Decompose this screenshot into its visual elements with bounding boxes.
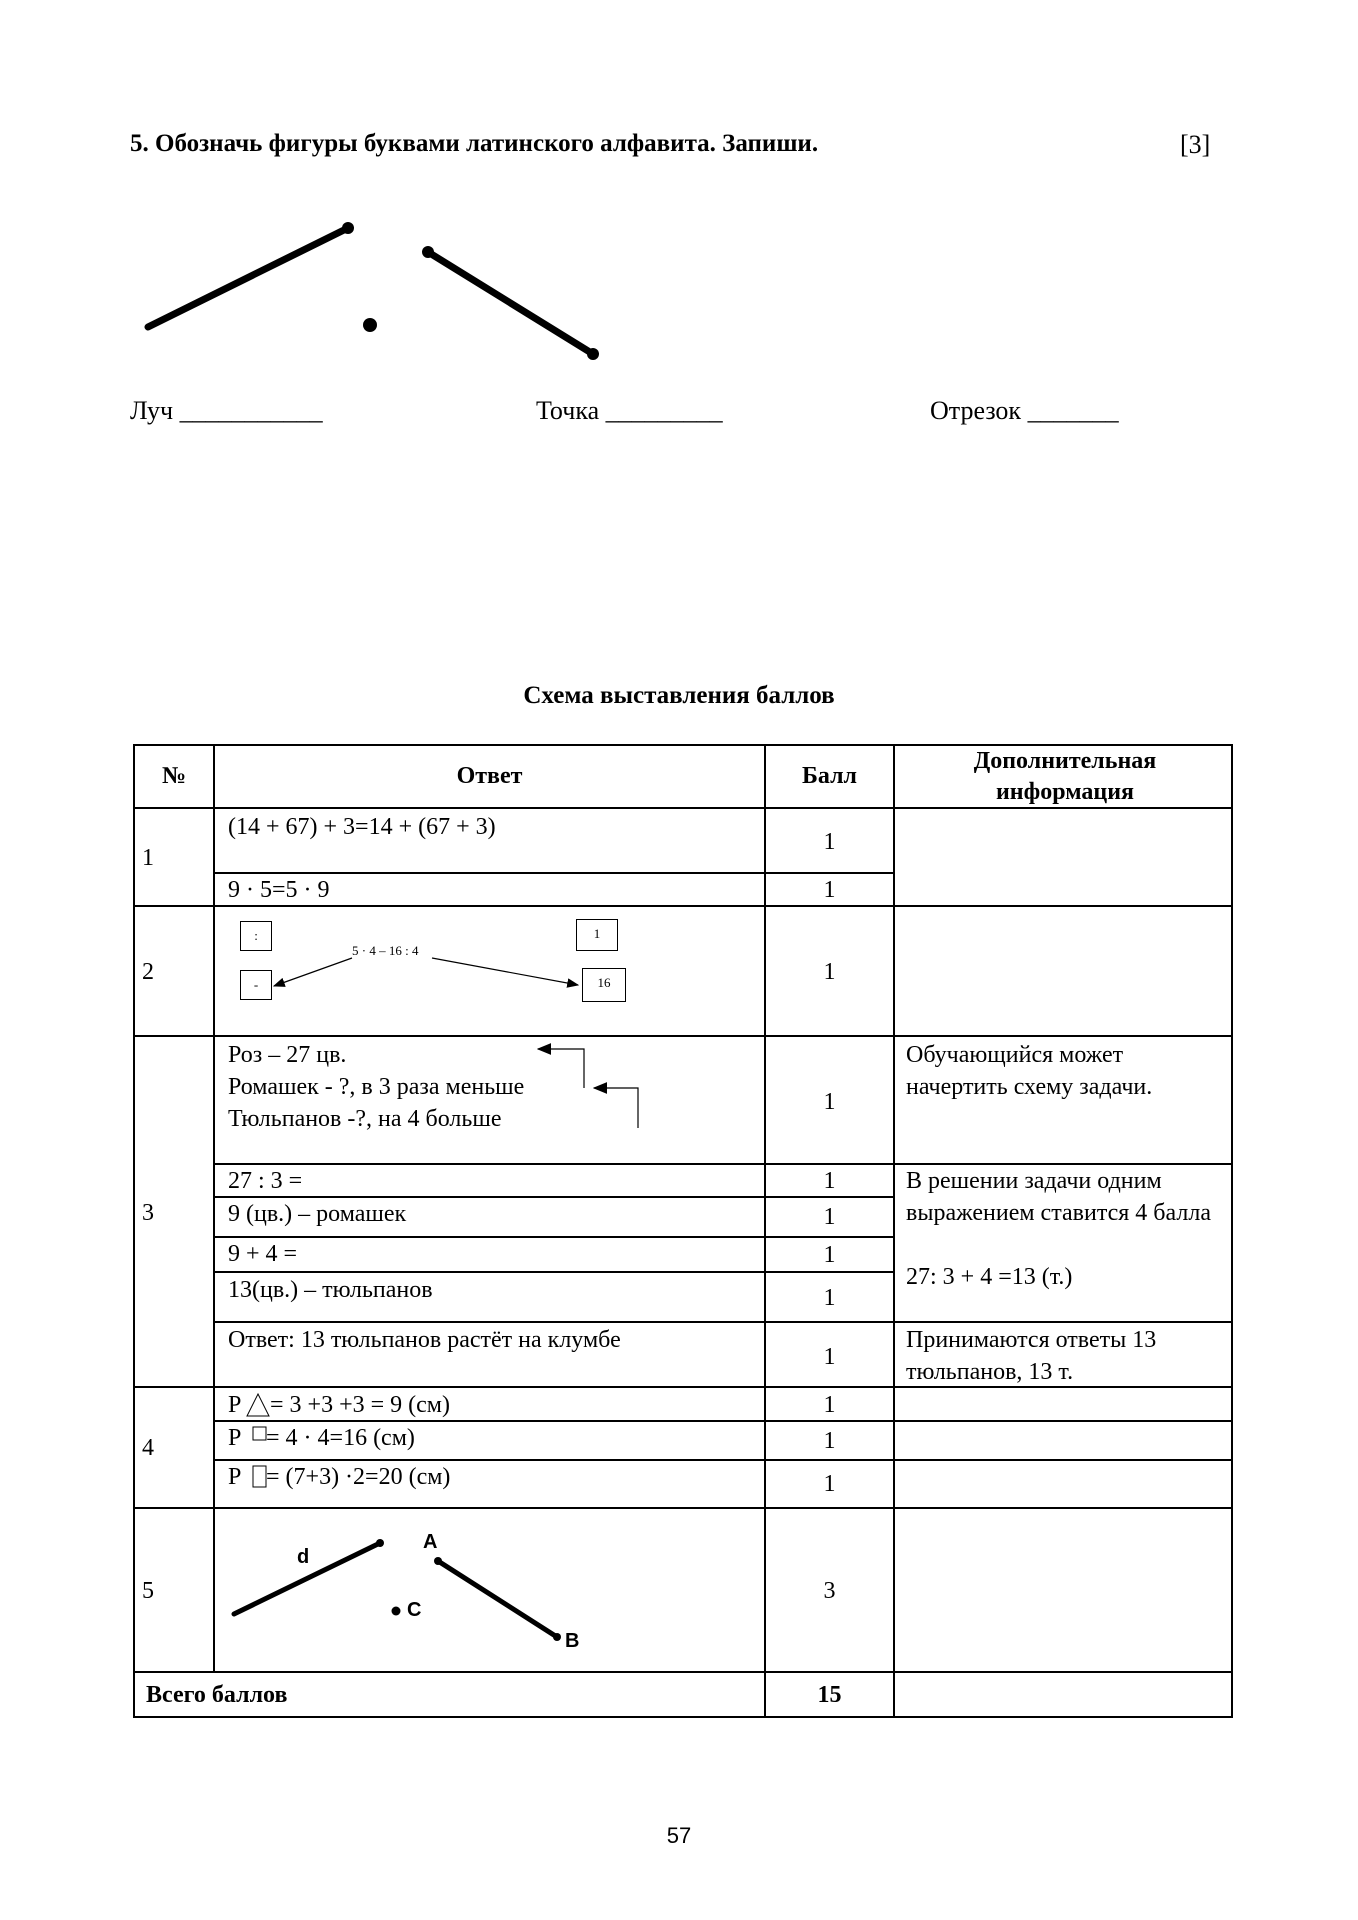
q5-num: 5	[142, 1578, 154, 1604]
segment-answer-blank[interactable]: Отрезок _______	[930, 396, 1119, 425]
q4-p-letter-1: Р	[228, 1392, 242, 1418]
total-value: 15	[817, 1682, 842, 1708]
q3-score-condition: 1	[823, 1089, 836, 1115]
q5-point	[392, 1607, 401, 1616]
q5-segment-a	[434, 1557, 442, 1565]
q3-condition-2: Ромашек - ?, в 3 раза меньше	[228, 1074, 525, 1100]
q2-box-colon: :	[240, 921, 272, 951]
scheme-title: Схема выставления баллов	[523, 682, 835, 709]
q3-step-4: 13(цв.) – тюльпанов	[228, 1277, 433, 1303]
q4-p-letter-3: Р	[228, 1464, 242, 1490]
header-extra: Дополнительная информация	[973, 748, 1157, 805]
q4-score-3: 1	[823, 1471, 836, 1497]
q2-box-sixteen: 16	[582, 968, 626, 1002]
q1-num: 1	[142, 845, 154, 871]
q3-condition-1: Роз – 27 цв.	[228, 1042, 347, 1068]
q3-condition-3: Тюльпанов -?, на 4 больше	[228, 1106, 502, 1132]
task-title: 5. Обозначь фигуры буквами латинского алфавита. Запиши.	[130, 130, 819, 157]
q3-num: 3	[142, 1200, 154, 1226]
q4-num: 4	[142, 1435, 154, 1461]
q3-extra-expression: 27: 3 + 4 =13 (т.)	[906, 1264, 1073, 1290]
point-answer-blank[interactable]: Точка _________	[536, 396, 723, 425]
q5-segment-b	[553, 1633, 561, 1641]
q3-score-1: 1	[823, 1168, 836, 1194]
q3-answer: Ответ: 13 тюльпанов растёт на клумбе	[228, 1327, 621, 1353]
q5-segment	[438, 1561, 557, 1637]
q1-answer-1: (14 + 67) + 3=14 + (67 + 3)	[228, 814, 496, 840]
ray-answer-blank[interactable]: Луч ___________	[130, 396, 323, 425]
q4-p-letter-2: Р	[228, 1425, 242, 1451]
header-answer: Ответ	[456, 763, 523, 789]
q4-perimeter-3: = (7+3) ·2=20 (см)	[266, 1464, 451, 1490]
q4-perimeter-1: = 3 +3 +3 = 9 (см)	[270, 1392, 450, 1418]
page-number: 57	[666, 1823, 692, 1848]
q3-step-2: 9 (цв.) – ромашек	[228, 1201, 407, 1227]
q3-extra-steps: В решении задачи одним выражением ставится 4 балла	[906, 1168, 1211, 1226]
q3-score-3: 1	[823, 1242, 836, 1268]
total-label: Всего баллов	[146, 1682, 288, 1708]
task-score: [3]	[1180, 130, 1211, 159]
q5-ray-endpoint	[376, 1539, 384, 1547]
q3-step-1: 27 : 3 =	[228, 1168, 303, 1194]
q2-box-minus: -	[240, 970, 272, 1000]
q2-num: 2	[142, 959, 154, 985]
q3-extra-condition: Обучающийся может начертить схему задачи.	[906, 1042, 1153, 1100]
q5-score: 3	[823, 1578, 836, 1604]
q2-expression: 5 · 4 – 16 : 4	[352, 943, 419, 958]
q5-label-a: A	[423, 1531, 438, 1553]
q5-label-c: C	[407, 1599, 422, 1621]
q5-label-b: B	[565, 1630, 580, 1652]
q1-score-1: 1	[823, 829, 836, 855]
q1-score-2: 1	[823, 877, 836, 903]
q2-score: 1	[823, 959, 836, 985]
q5-label-d: d	[297, 1546, 310, 1568]
header-num: №	[161, 763, 187, 789]
q3-score-2: 1	[823, 1204, 836, 1230]
q3-extra-answer: Принимаются ответы 13 тюльпанов, 13 т.	[906, 1327, 1157, 1385]
q2-box-one: 1	[576, 919, 618, 951]
header-score: Балл	[801, 763, 857, 789]
q3-score-answer: 1	[823, 1344, 836, 1370]
q3-step-3: 9 + 4 =	[228, 1241, 298, 1267]
q1-answer-2: 9 · 5=5 · 9	[228, 877, 330, 903]
q4-score-2: 1	[823, 1428, 836, 1454]
q4-score-1: 1	[823, 1392, 836, 1418]
q3-score-4: 1	[823, 1285, 836, 1311]
q4-perimeter-2: = 4 · 4=16 (см)	[266, 1425, 415, 1451]
